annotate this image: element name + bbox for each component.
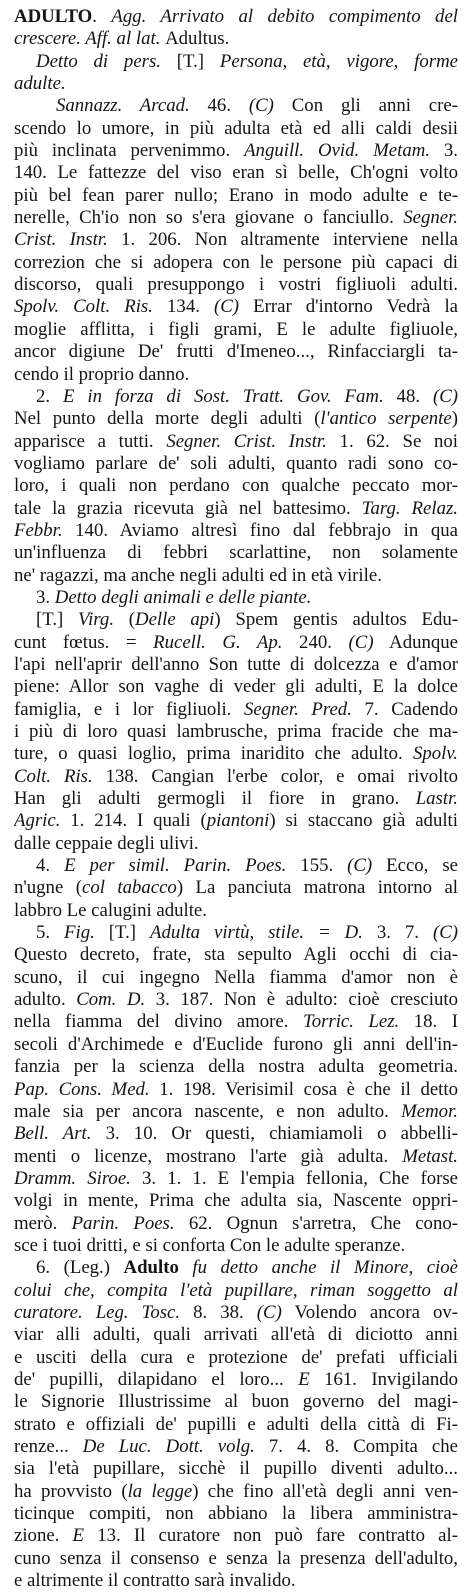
text-run: moglie afflitta, i figli grami, E le adulte figliuole,: [14, 318, 458, 340]
text-run: cuno senza il consenso e senza la presenza dell'adulto,: [14, 1547, 458, 1569]
text-run: (: [114, 609, 135, 631]
italic-text: Torric. Lez.: [302, 1011, 400, 1033]
italic-text: Lastr.: [415, 788, 458, 810]
text-run: discorso, quali presuppongo i vostri figliuoli adulti.: [14, 274, 458, 296]
text-run: labbro Le calugini adulte.: [14, 899, 207, 921]
entry-line: [14, 1324, 458, 1346]
entry-line: [14, 542, 458, 564]
entry-line: [14, 296, 458, 318]
entry-line: [14, 1570, 458, 1592]
entry-line: [14, 1525, 458, 1547]
text-run: merò.: [14, 1212, 72, 1234]
italic-text: Bell. Art.: [14, 1123, 92, 1145]
text-run: cunt fœtus. =: [14, 631, 154, 653]
text-run: nella fiamma del divino amore.: [14, 1011, 303, 1033]
text-run: 8. 38.: [180, 1301, 257, 1323]
italic-text: Pap. Cons. Med.: [14, 1078, 150, 1100]
entry-line: [14, 944, 458, 966]
entry-line: [14, 587, 458, 609]
entry-line: [14, 721, 458, 743]
text-run: sce i tuoi dritti, e si conforta Con le adulte speranze.: [14, 1234, 406, 1256]
italic-text: Segner. Crist. Instr.: [166, 430, 327, 452]
text-run: Errar d'intorno Vedrà la: [239, 296, 458, 318]
italic-text: (C): [248, 95, 274, 117]
entry-line: [14, 1034, 458, 1056]
entry-line: [14, 676, 458, 698]
italic-text: (C): [432, 922, 458, 944]
italic-text: Persona, età, vigore, forme: [219, 50, 458, 72]
text-run: 140. Aviamo altresì fino dal febbrajo in qua: [62, 519, 458, 541]
text-run: de' pupilli, dilapidano el loro...: [14, 1368, 299, 1390]
entry-line: [14, 989, 458, 1011]
entry-line: [14, 1369, 458, 1391]
italic-text: Adulta virtù, stile. = D.: [149, 922, 363, 944]
text-run: n'ugne (: [14, 877, 82, 899]
entry-line: [14, 699, 458, 721]
entry-line: [14, 654, 458, 676]
text-run: ) si staccano già adulti: [269, 810, 458, 832]
text-run: zione.: [14, 1525, 73, 1547]
text-run: 1. 214. I quali (: [60, 810, 207, 832]
text-run: 138. Cangian l'erbe color, e omai rivolto: [92, 765, 458, 787]
text-run: Volendo ancora ov-: [281, 1301, 458, 1323]
italic-text: Crist. Instr.: [14, 229, 108, 251]
text-run: Ecco, se: [372, 855, 458, 877]
entry-line: [14, 140, 458, 162]
italic-text: fu detto anche il Minore, cioè: [178, 1257, 458, 1279]
text-run: .: [92, 6, 112, 27]
entry-line: [14, 1257, 458, 1279]
italic-text: Agric.: [14, 810, 61, 832]
text-run: 1. 198. Verisimil cosa è che il detto: [149, 1078, 458, 1100]
italic-text: Dramm. Siroe.: [14, 1167, 131, 1189]
entry-line: [14, 1168, 458, 1190]
italic-text: De Luc. Dott. volg.: [82, 1436, 255, 1457]
entry-line: [14, 1414, 458, 1436]
text-run: 5.: [36, 922, 65, 944]
text-run: ticinque compiti, non abbiano la libera amministra-: [14, 1503, 458, 1525]
text-run: e altrimente il contratto sarà invalido.: [14, 1570, 296, 1592]
text-run: ) La panciuta matrona intorno al: [176, 877, 458, 899]
text-run: cendo il proprio danno.: [14, 363, 190, 385]
text-run: [T.]: [94, 922, 150, 944]
italic-text: (C): [348, 631, 374, 653]
text-run: 3.: [429, 140, 458, 162]
text-run: e usciti della cura e protezione de' prefati ufficiali: [14, 1346, 458, 1368]
text-run: tale la grazia ricevuta già nel battesimo.: [14, 497, 362, 519]
entry-line: [14, 1123, 458, 1145]
text-run: viar alli adulti, quali arrivati all'età di diciotto anni: [14, 1324, 458, 1346]
entry-line: [14, 319, 458, 341]
entry-line: [14, 922, 458, 944]
italic-text: (C): [432, 385, 458, 407]
entry-line: [14, 967, 458, 989]
entry-line: [14, 855, 458, 877]
italic-text: curatore. Leg. Tosc.: [14, 1301, 181, 1323]
entry-line: [14, 877, 458, 899]
text-run: 48.: [383, 385, 433, 407]
entry-line: [14, 788, 458, 810]
text-run: ture, o quasi loglio, prima inaridito che adulto.: [14, 743, 413, 765]
entry-line: [14, 1481, 458, 1503]
text-run: 3.: [36, 586, 55, 608]
italic-text: Com. D.: [76, 989, 146, 1011]
entry-line: [14, 207, 458, 229]
entry-line: [14, 408, 458, 430]
text-run: Con gli anni cre-: [273, 95, 458, 117]
text-run: correzion che si adopera con le persone più capaci di: [14, 251, 458, 273]
entry-line: [14, 810, 458, 832]
entry-line: [14, 1079, 458, 1101]
entry-line: [14, 1101, 458, 1123]
text-run: vogliamo parlare de' soli adulti, quanto radi sono co-: [14, 452, 458, 474]
text-run: fanzia per la scienza della nostra adulta geometria.: [14, 1056, 458, 1078]
italic-text: Metast.: [402, 1145, 458, 1167]
text-run: 3. 187. Non è adulto: cioè cresciuto: [145, 989, 458, 1011]
text-run: ancor digiune De' frutti d'Imeneo..., Rinfacciargli ta-: [14, 341, 458, 363]
text-run: 1. 62. Se noi: [326, 430, 458, 452]
entry-line: [14, 565, 458, 587]
italic-text: (C): [256, 1301, 282, 1323]
italic-text: Segner.: [403, 207, 458, 229]
text-run: più bel fean parer nullo; Erano in modo adulte e te-: [14, 184, 458, 206]
italic-text: Delle api: [135, 609, 215, 631]
entry-line: [14, 766, 458, 788]
italic-text: E per simil. Parin. Poes.: [64, 855, 287, 877]
entry-line: [14, 1146, 458, 1168]
italic-text: E: [72, 1525, 85, 1547]
italic-text: E in forza di Sost. Tratt. Gov. Fam.: [63, 385, 384, 407]
entry-line: [14, 1302, 458, 1324]
text-run: 46.: [189, 95, 249, 117]
text-run: 3. 10. Or questi, chiamiamoli o abbelli-: [91, 1123, 458, 1145]
italic-text: la legge: [127, 1480, 193, 1502]
text-run: nerelle, Ch'io non so s'era giovane o fanciullo.: [14, 207, 404, 229]
entry-line: [14, 1213, 458, 1235]
entry-line: [14, 1436, 458, 1458]
entry-line: [14, 1391, 458, 1413]
entry-line: [14, 1280, 458, 1302]
text-run: volgi in mente, Prima che adulta sia, Nascente oppri-: [14, 1190, 458, 1212]
entry-line: [14, 162, 458, 184]
text-run: 7. 4. 8. Compita che: [254, 1436, 458, 1457]
text-run: 155.: [286, 855, 348, 877]
text-run: 4.: [36, 855, 65, 877]
text-run: adulto.: [14, 989, 77, 1011]
entry-line: [14, 833, 458, 855]
text-run: ne' ragazzi, ma anche negli adulti ed in età virile.: [14, 564, 382, 586]
text-run: 18. I: [399, 1011, 458, 1033]
text-run: i più di loro quasi lambrusche, prima fracide che ma-: [14, 721, 458, 742]
entry-line: [14, 1503, 458, 1525]
italic-text: Rucell. G. Ap.: [153, 631, 283, 653]
entry-line: [14, 1458, 458, 1480]
entry-line: [14, 743, 458, 765]
entry-line: [14, 51, 458, 73]
entry-line: [14, 341, 458, 363]
italic-text: Febbr.: [14, 519, 63, 541]
text-run: Adunque: [373, 631, 458, 653]
text-run: ha provvisto (: [14, 1480, 128, 1502]
entry-line: [14, 185, 458, 207]
entry-line: [14, 632, 458, 654]
entry-adulto: [14, 6, 458, 1592]
text-run: male sia per ancora nascente, e non adulto.: [14, 1100, 402, 1122]
text-run: 7. Cadendo: [351, 698, 458, 720]
italic-text: Colt. Ris.: [14, 765, 93, 787]
italic-text: Memor.: [401, 1100, 458, 1122]
italic-text: piantoni: [206, 810, 270, 832]
italic-text: Segner. Pred.: [244, 698, 352, 720]
text-run: l'api nell'aprir dell'anno Son tutte di dolcezza e d'amor: [14, 653, 458, 675]
text-run: 13. Il curatore non può fare contratto al-: [84, 1525, 458, 1547]
italic-text: Virg.: [78, 609, 115, 631]
entry-line: [14, 73, 458, 95]
text-run: 3. 1. 1. E l'empia fellonia, Che forse: [130, 1167, 458, 1189]
text-run: apparisce a tutti.: [14, 430, 167, 452]
italic-text: l'antico serpente: [320, 408, 452, 430]
entry-line: [14, 1056, 458, 1078]
text-run: secoli d'Archimede e d'Euclide furono gli anni dell'in-: [14, 1033, 458, 1055]
entry-line: [14, 1347, 458, 1369]
entry-line: [14, 28, 458, 50]
text-run: ): [451, 408, 458, 430]
italic-text: Spolv.: [412, 743, 458, 765]
italic-text: crescere. Aff. al lat.: [14, 28, 166, 50]
text-run: più inclinata pervenimmo.: [14, 140, 245, 162]
italic-text: col tabacco: [81, 877, 177, 899]
italic-text: Detto degli animali e delle piante.: [54, 586, 312, 608]
entry-line: [14, 364, 458, 386]
italic-text: Spolv. Colt. Ris.: [14, 296, 153, 318]
italic-text: Sannazz. Arcad.: [56, 95, 190, 117]
entry-line: [14, 1548, 458, 1570]
text-run: renze...: [14, 1436, 83, 1457]
text-run: Han gli adulti germogli il fiore in grano.: [14, 788, 416, 810]
text-run: ) Spem gentis adultos Edu-: [214, 609, 458, 631]
entry-line: [14, 252, 458, 274]
text-run: 6. (Leg.): [36, 1257, 124, 1279]
text-run: 62. Ognun s'arretra, Che cono-: [174, 1212, 458, 1234]
text-run: 2.: [36, 385, 63, 407]
text-run: 134.: [152, 296, 214, 318]
entry-line: [14, 274, 458, 296]
entry-line: [14, 1190, 458, 1212]
entry-line: [14, 900, 458, 922]
text-run: [T.]: [36, 609, 79, 631]
italic-text: E: [298, 1368, 310, 1390]
text-run: 1. 206. Non altramente interviene nella: [107, 229, 458, 251]
text-run: scendo lo umore, in più adulta età ed alli caldi desii: [14, 117, 458, 139]
italic-text: (C): [214, 296, 240, 318]
italic-text: colui che, compita l'età pupillare, riman soggetto al: [14, 1279, 458, 1301]
entry-line: [14, 229, 458, 251]
italic-text: Agg. Arrivato al debito compimento del: [111, 6, 458, 27]
italic-text: Detto di pers.: [36, 50, 177, 72]
entry-line: [14, 1235, 458, 1257]
italic-text: Anguill. Ovid. Metam.: [244, 140, 430, 162]
text-run: scuno, il cui ingegno Nella fiamma d'amor non è: [14, 966, 458, 988]
text-run: sia l'età pupillare, sicchè il pupillo diventi adulto...: [14, 1458, 458, 1480]
italic-text: Targ. Relaz.: [361, 497, 458, 519]
headword: Adulto: [123, 1257, 179, 1279]
text-run: [T.]: [176, 50, 220, 72]
text-run: 161. Invigilando: [309, 1368, 458, 1390]
text-run: dalle ceppaie degli ulivi.: [14, 832, 199, 854]
text-run: menti o licenze, mostrano l'arte già adulta.: [14, 1145, 403, 1167]
headword: ADULTO: [14, 6, 93, 27]
entry-line: [14, 498, 458, 520]
text-run: Questo decreto, frate, sta sepulto Agli occhi di cia-: [14, 944, 458, 966]
text-run: strato e offiziali de' pupilli e adulti della città di Fi-: [14, 1413, 458, 1435]
text-run: le Signorie Illustrissime al buon governo del magi-: [14, 1391, 458, 1413]
entry-line: [14, 475, 458, 497]
entry-line: [14, 1011, 458, 1033]
text-run: 3. 7.: [362, 922, 433, 944]
text-run: famiglia, e i lor figliuoli.: [14, 698, 244, 720]
italic-text: (C): [347, 855, 373, 877]
italic-text: Parin. Poes.: [71, 1212, 175, 1234]
text-run: ) che fino all'età degli anni ven-: [192, 1480, 458, 1502]
text-run: Nel punto della morte degli adulti (: [14, 408, 321, 430]
entry-line: [14, 431, 458, 453]
text-run: un'influenza di febbri scarlattine, non solamente: [14, 542, 458, 564]
italic-text: Fig.: [64, 922, 95, 944]
text-run: piene: Allor son vaghe di veder gli adulti, E la dolce: [14, 676, 458, 698]
italic-text: adulte.: [14, 73, 66, 95]
entry-line: [14, 453, 458, 475]
entry-line: [14, 386, 458, 408]
entry-line: [14, 118, 458, 140]
text-run: 140. Le fattezze del viso eran sì belle, Ch'ogni volto: [14, 162, 458, 184]
text-run: 240.: [282, 631, 349, 653]
entry-line: [14, 6, 458, 28]
text-run: Adultus.: [165, 28, 230, 50]
entry-line: [14, 609, 458, 631]
entry-line: [14, 95, 458, 117]
text-run: loro, i quali non perdano con qualche peccato mor-: [14, 475, 458, 497]
entry-line: [14, 520, 458, 542]
